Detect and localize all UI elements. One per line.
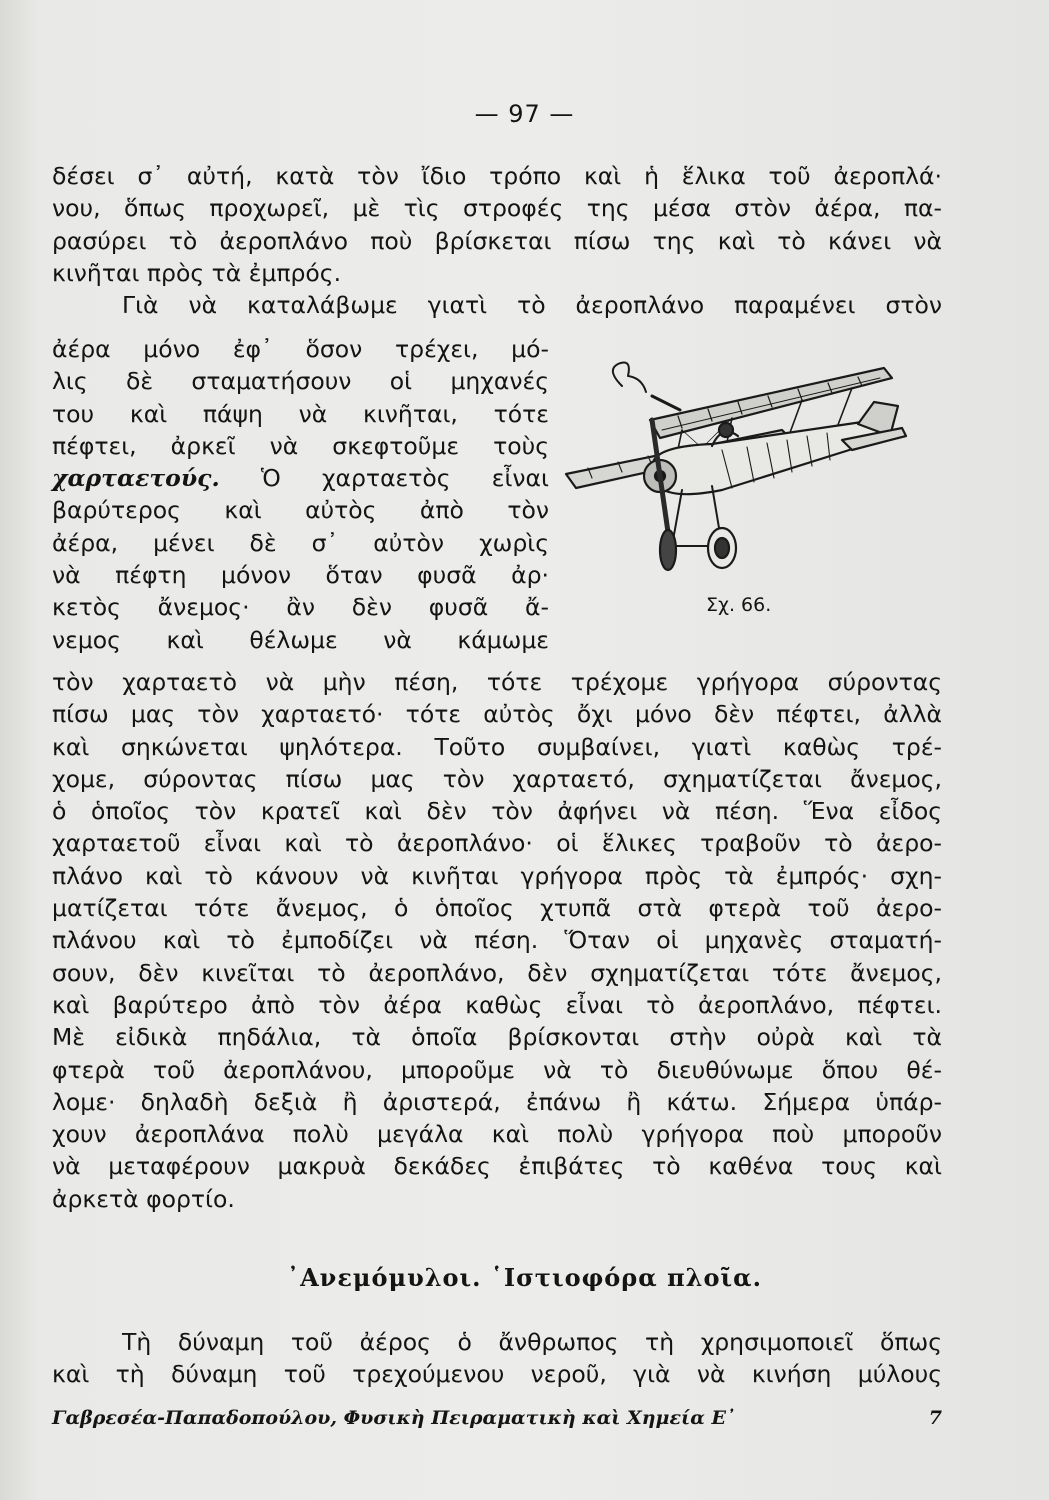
text-line: νὰ πέφτη μόνον ὅταν φυσᾶ ἀρ· <box>52 561 549 590</box>
text-line: πλάνο καὶ τὸ κάνουν νὰ κινῆται γρήγορα πρὸς τὰ ἐμπρός· σχη- <box>52 861 942 890</box>
text-line: ἀρκετὰ φορτίο. <box>52 1184 235 1213</box>
text-line <box>52 462 549 494</box>
biplane-icon <box>562 350 922 620</box>
text-line: χομε, σύροντας πίσω μας τὸν χαρταετό, σχηματίζεται ἄνεμος, <box>52 764 942 793</box>
text-line: καὶ βαρύτερο ἀπὸ τὸν ἀέρα καθὼς εἶναι τὸ ἀεροπλάνο, πέφτει. <box>52 990 942 1019</box>
page-number: — 97 — <box>474 100 575 128</box>
footer-title: Γαβρεσέα-Παπαδοπούλου, Φυσικὴ Πειραματικὴ καὶ Χημεία Ε᾽ <box>52 1407 736 1429</box>
text-line: λις δὲ σταματήσουν οἱ μηχανές <box>52 367 549 396</box>
text-line: δέσει σ᾽ αὐτή, κατὰ τὸν ἴδιο τρόπο καὶ ἡ ἕλικα τοῦ ἀεροπλά· <box>52 162 942 190</box>
text-line: ρασύρει τὸ ἀεροπλάνο ποὺ βρίσκεται πίσω της καὶ τὸ κάνει νὰ <box>52 226 942 255</box>
text-line: ὁ ὁποῖος τὸν κρατεῖ καὶ δὲν τὸν ἀφήνει νὰ πέση. Ἕνα εἶδος <box>52 797 942 826</box>
text-line: Τὴ δύναμη τοῦ ἀέρος ὁ ἄνθρωπος τὴ χρησιμοποιεῖ ὅπως <box>122 1328 942 1356</box>
text-line: πλάνου καὶ τὸ ἐμποδίζει νὰ πέση. Ὅταν οἱ μηχανὲς σταματή- <box>52 926 942 955</box>
text-line: τὸν χαρταετὸ νὰ μὴν πέση, τότε τρέχομε γρήγορα σύροντας <box>52 668 942 696</box>
section-heading: ᾿Ανεμόμυλοι. ῾Ιστιοφόρα πλοῖα. <box>287 1263 762 1292</box>
biplane-illustration <box>562 350 922 620</box>
figure-caption: Σχ. 66. <box>706 594 772 616</box>
text-line: πίσω μας τὸν χαρταετό· τότε αὐτὸς ὄχι μόνο δὲν πέφτει, ἀλλὰ <box>52 700 942 729</box>
text-line: νὰ μεταφέρουν μακρυὰ δεκάδες ἐπιβάτες τὸ καθένα τους καὶ <box>52 1152 942 1181</box>
page-footer <box>52 1407 942 1429</box>
text-fragment: Ὁ χαρταετὸς εἶναι <box>260 464 549 493</box>
text-line: πέφτει, ἀρκεῖ νὰ σκεφτοῦμε τοὺς <box>52 431 549 460</box>
paragraph-2-narrow <box>52 333 549 656</box>
text-line: καὶ σηκώνεται ψηλότερα. Τοῦτο συμβαίνει, γιατὶ καθὼς τρέ- <box>52 732 942 761</box>
text-line: Μὲ εἰδικὰ πηδάλια, τὰ ὁποῖα βρίσκονται στὴν οὐρὰ καὶ τὰ <box>52 1023 942 1052</box>
footer-signature-number: 7 <box>928 1407 942 1429</box>
text-line: του καὶ πάψη νὰ κινῆται, τότε <box>52 399 549 428</box>
text-line: ματίζεται τότε ἄνεμος, ὁ ὁποῖος χτυπᾶ στὰ φτερὰ τοῦ ἀερο- <box>52 894 942 923</box>
text-line: λομε· δηλαδὴ δεξιὰ ἢ ἀριστερά, ἐπάνω ἢ κάτω. Σήμερα ὑπάρ- <box>52 1087 942 1116</box>
text-line: ἀέρα, μένει δὲ σ᾽ αὐτὸν χωρὶς <box>52 528 549 557</box>
text-line: καὶ τὴ δύναμη τοῦ τρεχούμενου νεροῦ, γιὰ νὰ κινήση μύλους <box>52 1360 942 1389</box>
emphasized-word: χαρταετούς. <box>52 464 220 493</box>
text-line: χαρταετοῦ εἶναι καὶ τὸ ἀεροπλάνο· οἱ ἕλικες τραβοῦν τὸ ἀερο- <box>52 829 942 858</box>
text-line: νου, ὅπως προχωρεῖ, μὲ τὶς στροφές της μέσα στὸν ἀέρα, πα- <box>52 194 942 223</box>
text-line: φτερὰ τοῦ ἀεροπλάνου, μποροῦμε νὰ τὸ διευθύνωμε ὅπου θέ- <box>52 1055 942 1084</box>
text-line: κινῆται πρὸς τὰ ἐμπρός. <box>52 258 342 287</box>
text-line: κετὸς ἄνεμος· ἂν δὲν φυσᾶ ἄ- <box>52 593 549 622</box>
paragraph-3 <box>52 1326 942 1391</box>
text-line: σουν, δὲν κινεῖται τὸ ἀεροπλάνο, δὲν σχηματίζεται τότε ἄνεμος, <box>52 958 942 987</box>
text-line: χουν ἀεροπλάνα πολὺ μεγάλα καὶ πολὺ γρήγορα ποὺ μποροῦν <box>52 1120 942 1149</box>
text-line: ἀέρα μόνο ἐφ᾽ ὅσον τρέχει, μό- <box>52 335 549 363</box>
paragraph-2-full <box>52 666 942 1215</box>
text-line: Γιὰ νὰ καταλάβωμε γιατὶ τὸ ἀεροπλάνο παραμένει στὸν <box>122 291 942 320</box>
text-line: βαρύτερος καὶ αὐτὸς ἀπὸ τὸν <box>52 496 549 525</box>
text-line: νεμος καὶ θέλωμε νὰ κάμωμε <box>52 625 549 654</box>
paragraph-1 <box>52 160 942 321</box>
